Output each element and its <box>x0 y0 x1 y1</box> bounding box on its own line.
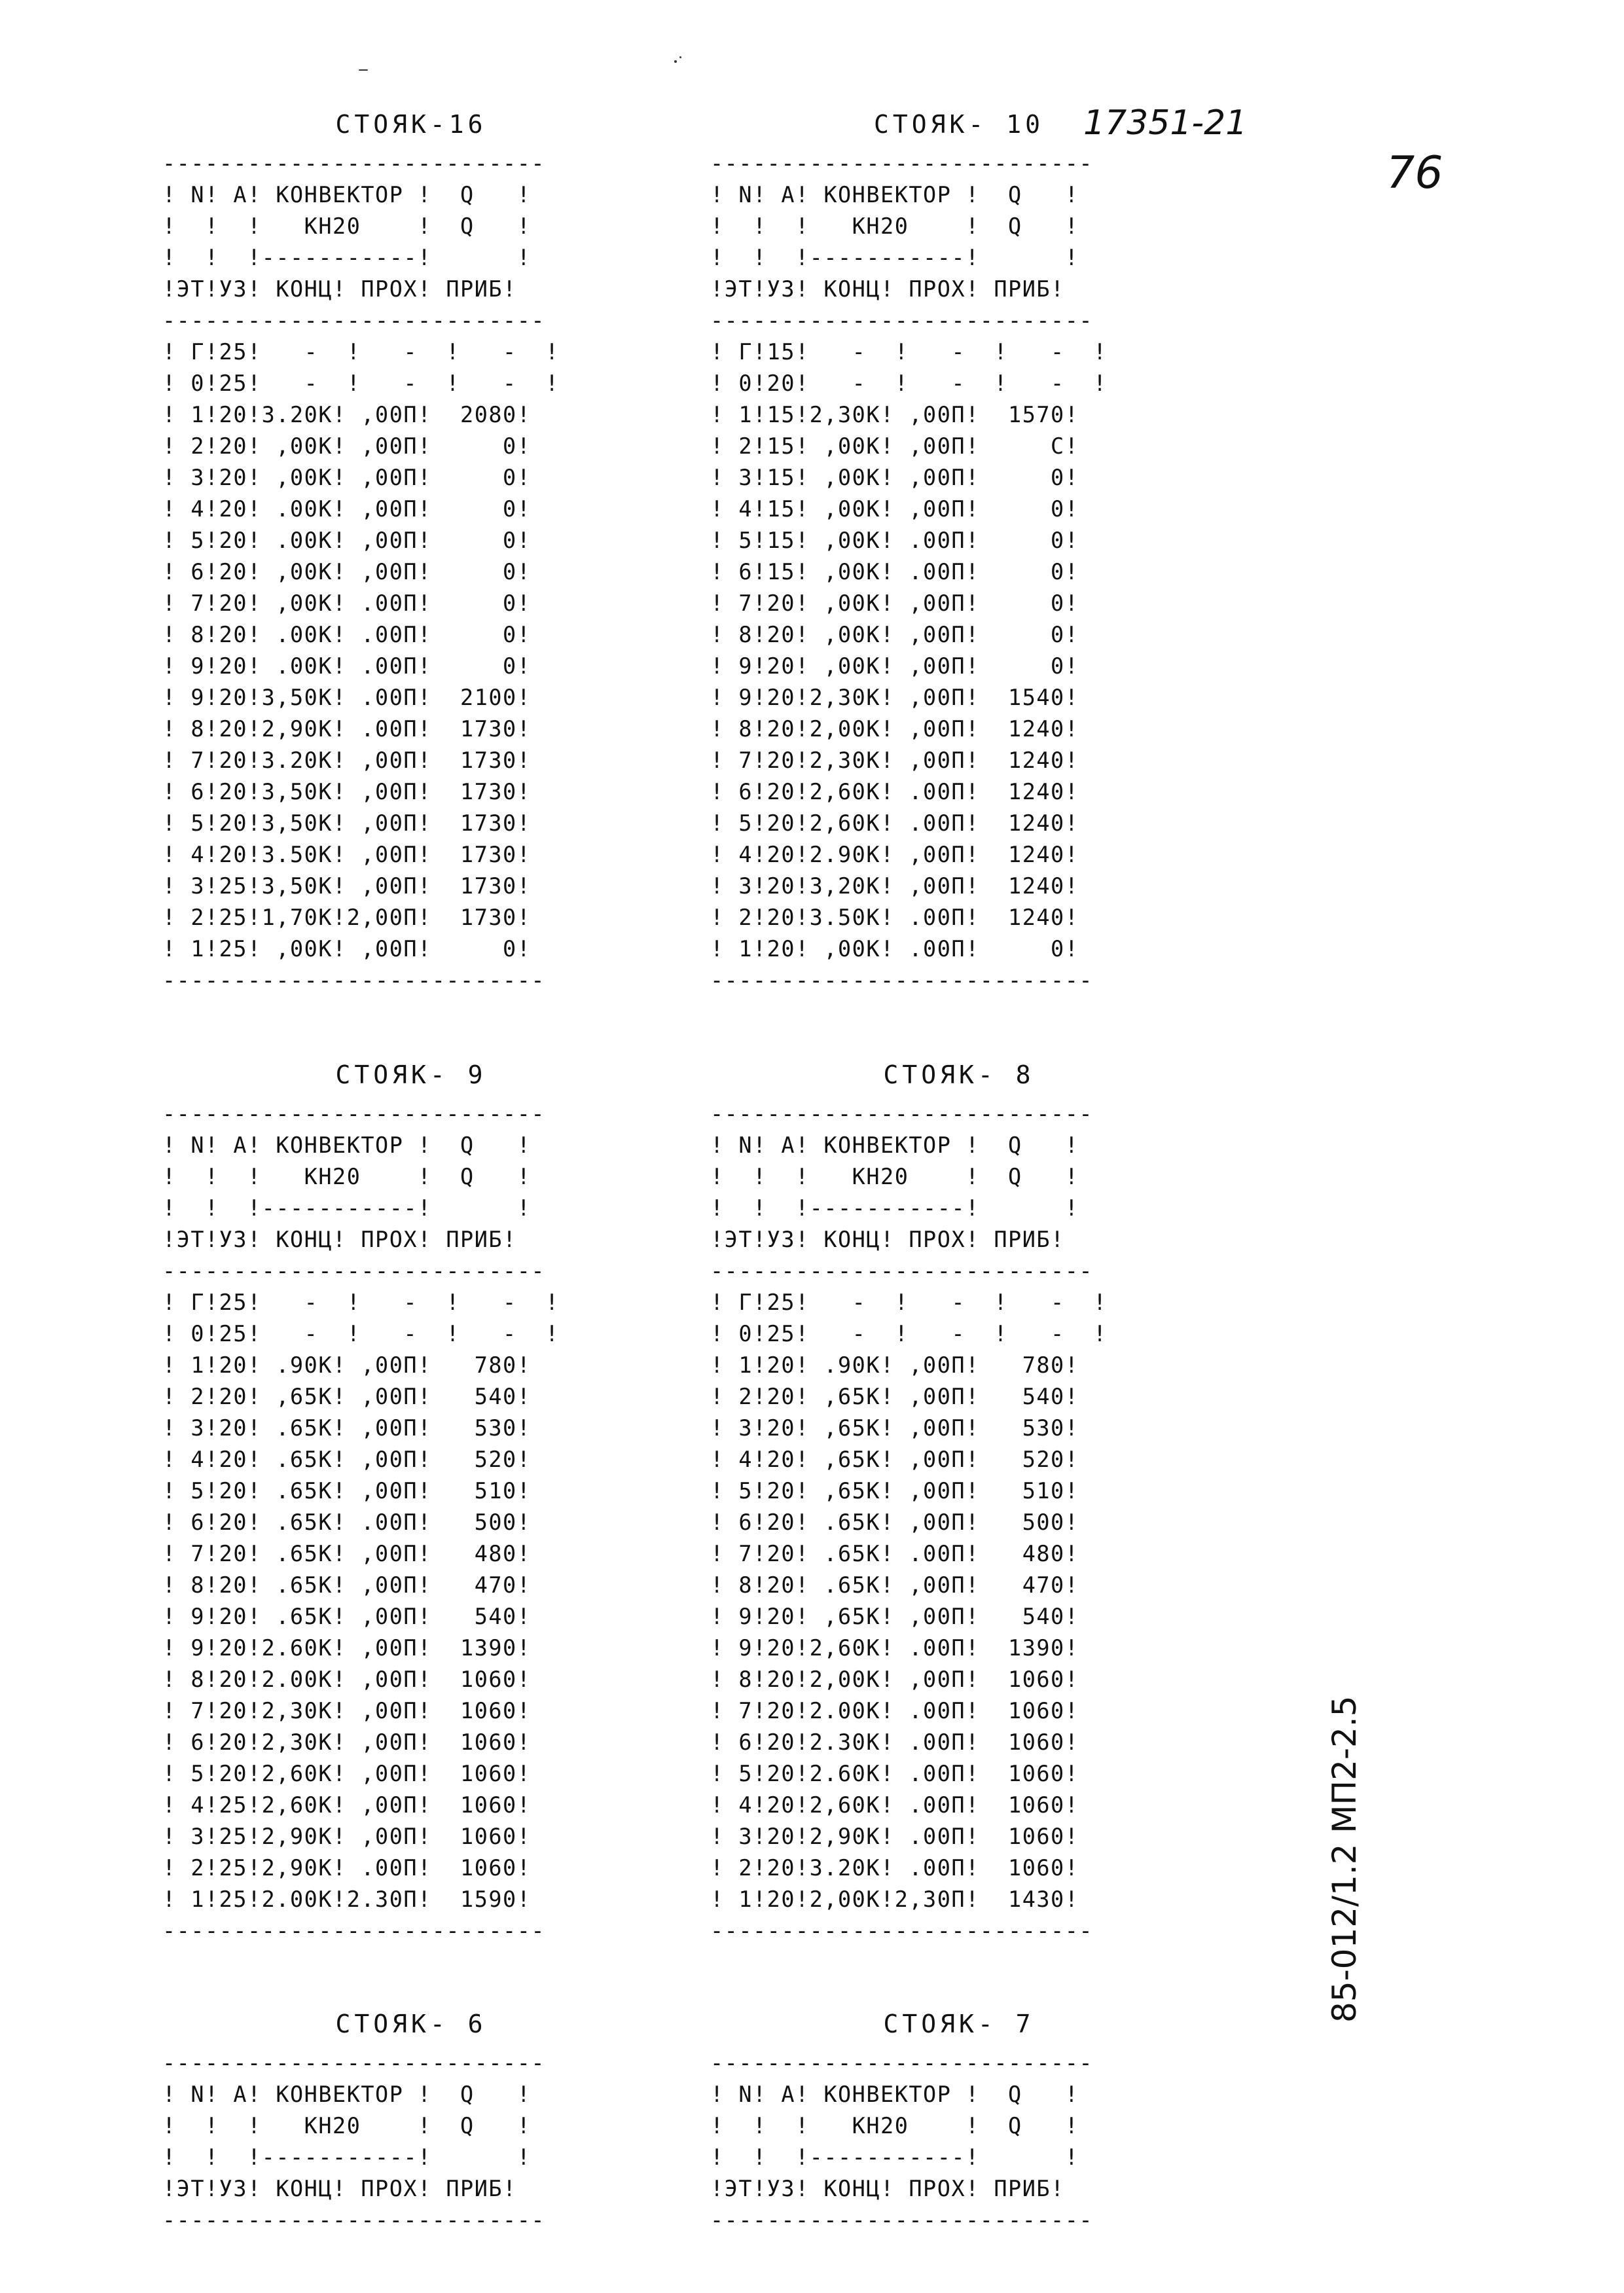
table-row: ! 2!20! ,65К! ,00П! 540! <box>710 1384 1079 1409</box>
table-row: ! 7!20!2,30К! ,00П! 1240! <box>710 748 1079 773</box>
table-row: ! 1!20! .90К! ,00П! 780! <box>710 1352 1079 1378</box>
table-row: ! 2!20!3.50К! .00П! 1240! <box>710 905 1079 930</box>
table-rule: --------------------------- <box>710 1918 1094 1943</box>
table-row: ! 1!20!2,00К!2,30П! 1430! <box>710 1887 1079 1912</box>
table-row: ! 1!25!2.00К!2.30П! 1590! <box>162 1887 532 1912</box>
table-header-line: ! ! !-----------! ! <box>162 2144 532 2170</box>
table-rule: --------------------------- <box>710 1101 1094 1127</box>
table-header-line: !ЭТ!УЗ! КОНЦ! ПРОХ! ПРИБ! <box>162 276 517 302</box>
table-rule: --------------------------- <box>710 308 1094 333</box>
page-number: 76 <box>1386 147 1443 199</box>
table-header-line: ! ! ! КН20 ! Q ! <box>710 2113 1079 2139</box>
table-rule: --------------------------- <box>710 151 1094 176</box>
table-body <box>162 1098 660 1947</box>
table-row: ! 0!25! - ! - ! - ! <box>710 1321 1108 1346</box>
table-row: ! 8!20! .65К! ,00П! 470! <box>710 1572 1079 1598</box>
table-row: ! 2!25!1,70К!2,00П! 1730! <box>162 905 532 930</box>
table-row: ! 6!20! .65К! .00П! 500! <box>162 1509 532 1535</box>
table-body <box>710 148 1208 996</box>
table-row: ! 4!20! .00К! ,00П! 0! <box>162 496 532 522</box>
table-row: ! 9!20!2,30К! ,00П! 1540! <box>710 685 1079 710</box>
table-row: ! 8!20! .00К! .00П! 0! <box>162 622 532 647</box>
table-row: ! 1!15!2,30К! ,00П! 1570! <box>710 402 1079 427</box>
table-row: ! 9!20!3,50К! .00П! 2100! <box>162 685 532 710</box>
table-row: ! 2!25!2,90К! .00П! 1060! <box>162 1855 532 1881</box>
table-row: ! 3!20! ,00К! ,00П! 0! <box>162 465 532 490</box>
table-row: ! 5!20! ,65К! ,00П! 510! <box>710 1478 1079 1504</box>
table-rule: --------------------------- <box>162 1258 546 1284</box>
table-header-line: !ЭТ!УЗ! КОНЦ! ПРОХ! ПРИБ! <box>162 2176 517 2201</box>
table-row: ! 3!20!2,90К! .00П! 1060! <box>710 1824 1079 1849</box>
table-header-line: ! N! А! КОНВЕКТОР ! Q ! <box>710 1132 1079 1158</box>
table-header-line: ! N! А! КОНВЕКТОР ! Q ! <box>162 1132 532 1158</box>
table-row: ! 3!15! ,00К! ,00П! 0! <box>710 465 1079 490</box>
table-body <box>710 1098 1208 1947</box>
table-rule: --------------------------- <box>162 1918 546 1943</box>
table-row: ! 4!20!2.90К! ,00П! 1240! <box>710 842 1079 867</box>
table-rule: --------------------------- <box>162 308 546 333</box>
table-row: ! 9!20!2.60К! ,00П! 1390! <box>162 1635 532 1661</box>
table-row: ! 0!25! - ! - ! - ! <box>162 1321 560 1346</box>
table-row: ! 5!20! .65К! ,00П! 510! <box>162 1478 532 1504</box>
table-rule: --------------------------- <box>710 2050 1094 2076</box>
table-row: ! Г!15! - ! - ! - ! <box>710 339 1108 365</box>
table-row: ! 6!20!2,60К! .00П! 1240! <box>710 779 1079 804</box>
table-row: ! 6!20! ,00К! ,00П! 0! <box>162 559 532 585</box>
table-row: ! 4!20!2,60К! .00П! 1060! <box>710 1792 1079 1818</box>
scan-speck <box>679 56 681 58</box>
table-row: ! 1!20! .90К! ,00П! 780! <box>162 1352 532 1378</box>
table-title: СТОЯК- 8 <box>883 1060 1035 1089</box>
table-row: ! 4!20! .65К! ,00П! 520! <box>162 1447 532 1472</box>
table-header-line: ! ! ! КН20 ! Q ! <box>710 213 1079 239</box>
table-row: ! 8!20!2,00К! ,00П! 1240! <box>710 716 1079 742</box>
table-header-line: !ЭТ!УЗ! КОНЦ! ПРОХ! ПРИБ! <box>162 1227 517 1252</box>
scan-speck <box>674 60 677 63</box>
table-row: ! 5!20!2,60К! ,00П! 1060! <box>162 1761 532 1786</box>
table-row: ! 6!20!2,30К! ,00П! 1060! <box>162 1729 532 1755</box>
table-header-line: ! ! !-----------! ! <box>710 1195 1079 1221</box>
table-header-line: ! ! !-----------! ! <box>710 2144 1079 2170</box>
table-row: ! 3!25!2,90К! ,00П! 1060! <box>162 1824 532 1849</box>
table-rule: --------------------------- <box>162 151 546 176</box>
table-row: ! 1!20! ,00К! .00П! 0! <box>710 936 1079 962</box>
table-row: ! 9!20! .65К! ,00П! 540! <box>162 1604 532 1629</box>
table-row: ! 7!20!3.20К! ,00П! 1730! <box>162 748 532 773</box>
table-body <box>162 2048 660 2236</box>
table-row: ! 7!20!2,30К! ,00П! 1060! <box>162 1698 532 1724</box>
table-row: ! 9!20! ,00К! ,00П! 0! <box>710 653 1079 679</box>
table-row: ! 9!20! .00К! .00П! 0! <box>162 653 532 679</box>
table-row: ! 9!20!2,60К! .00П! 1390! <box>710 1635 1079 1661</box>
table-header-line: ! N! А! КОНВЕКТОР ! Q ! <box>162 2082 532 2107</box>
table-row: ! 3!20!3,20К! ,00П! 1240! <box>710 873 1079 899</box>
table-row: ! 8!20!2.00К! ,00П! 1060! <box>162 1667 532 1692</box>
table-row: ! 2!20! ,65К! ,00П! 540! <box>162 1384 532 1409</box>
table-header-line: ! ! ! КН20 ! Q ! <box>710 1164 1079 1189</box>
table-row: ! 3!20! ,65К! ,00П! 530! <box>710 1415 1079 1441</box>
table-rule: --------------------------- <box>710 2207 1094 2233</box>
table-title: СТОЯК- 7 <box>883 2010 1035 2038</box>
scan-speck <box>359 69 368 71</box>
table-row: ! 9!20! ,65К! ,00П! 540! <box>710 1604 1079 1629</box>
table-title: СТОЯК- 6 <box>335 2010 487 2038</box>
table-row: ! Г!25! - ! - ! - ! <box>162 1290 560 1315</box>
table-row: ! 5!20!3,50К! ,00П! 1730! <box>162 810 532 836</box>
table-header-line: ! ! ! КН20 ! Q ! <box>162 2113 532 2139</box>
table-header-line: ! N! А! КОНВЕКТОР ! Q ! <box>710 182 1079 208</box>
table-rule: --------------------------- <box>710 1258 1094 1284</box>
table-row: ! 1!25! ,00К! ,00П! 0! <box>162 936 532 962</box>
table-row: ! 3!25!3,50К! ,00П! 1730! <box>162 873 532 899</box>
table-title: СТОЯК- 9 <box>335 1060 487 1089</box>
table-row: ! 4!20!3.50К! ,00П! 1730! <box>162 842 532 867</box>
handwritten-note: 17351-21 <box>1083 103 1248 143</box>
table-row: ! 6!20!2.30К! .00П! 1060! <box>710 1729 1079 1755</box>
table-header-line: ! N! А! КОНВЕКТОР ! Q ! <box>162 182 532 208</box>
table-row: ! 5!15! ,00К! .00П! 0! <box>710 528 1079 553</box>
table-title: СТОЯК- 10 <box>874 110 1044 139</box>
table-rule: --------------------------- <box>162 2050 546 2076</box>
table-row: ! 4!20! ,65К! ,00П! 520! <box>710 1447 1079 1472</box>
table-row: ! 8!20!2,00К! ,00П! 1060! <box>710 1667 1079 1692</box>
table-row: ! 8!20!2,90К! .00П! 1730! <box>162 716 532 742</box>
table-row: ! 7!20! .65К! .00П! 480! <box>710 1541 1079 1566</box>
table-row: ! 5!20!2,60К! .00П! 1240! <box>710 810 1079 836</box>
table-row: ! 4!25!2,60К! ,00П! 1060! <box>162 1792 532 1818</box>
table-rule: --------------------------- <box>162 2207 546 2233</box>
table-row: ! Г!25! - ! - ! - ! <box>710 1290 1108 1315</box>
table-row: ! 5!20!2.60К! .00П! 1060! <box>710 1761 1079 1786</box>
table-rule: --------------------------- <box>162 967 546 993</box>
table-header-line: ! ! !-----------! ! <box>710 245 1079 270</box>
table-row: ! 0!20! - ! - ! - ! <box>710 370 1108 396</box>
table-row: ! 3!20! .65К! ,00П! 530! <box>162 1415 532 1441</box>
table-row: ! 4!15! ,00К! ,00П! 0! <box>710 496 1079 522</box>
table-header-line: ! ! !-----------! ! <box>162 1195 532 1221</box>
table-row: ! Г!25! - ! - ! - ! <box>162 339 560 365</box>
table-body <box>710 2048 1208 2236</box>
table-row: ! 2!20! ,00К! ,00П! 0! <box>162 433 532 459</box>
table-row: ! 5!20! .00К! ,00П! 0! <box>162 528 532 553</box>
table-row: ! 6!20! .65К! ,00П! 500! <box>710 1509 1079 1535</box>
table-row: ! 7!20!2.00К! .00П! 1060! <box>710 1698 1079 1724</box>
table-title: СТОЯК-16 <box>335 110 487 139</box>
table-row: ! 7!20! ,00К! .00П! 0! <box>162 590 532 616</box>
table-rule: --------------------------- <box>162 1101 546 1127</box>
table-row: ! 2!15! ,00К! ,00П! С! <box>710 433 1079 459</box>
side-document-code: 85-012/1.2 МП2-2.5 <box>1326 1695 1363 2023</box>
table-row: ! 6!20!3,50К! ,00П! 1730! <box>162 779 532 804</box>
table-header-line: !ЭТ!УЗ! КОНЦ! ПРОХ! ПРИБ! <box>710 1227 1065 1252</box>
table-row: ! 0!25! - ! - ! - ! <box>162 370 560 396</box>
table-header-line: !ЭТ!УЗ! КОНЦ! ПРОХ! ПРИБ! <box>710 2176 1065 2201</box>
table-header-line: ! N! А! КОНВЕКТОР ! Q ! <box>710 2082 1079 2107</box>
table-row: ! 6!15! ,00К! .00П! 0! <box>710 559 1079 585</box>
table-row: ! 8!20! .65К! ,00П! 470! <box>162 1572 532 1598</box>
table-body <box>162 148 660 996</box>
table-row: ! 7!20! .65К! ,00П! 480! <box>162 1541 532 1566</box>
table-row: ! 1!20!3.20К! ,00П! 2080! <box>162 402 532 427</box>
table-header-line: !ЭТ!УЗ! КОНЦ! ПРОХ! ПРИБ! <box>710 276 1065 302</box>
table-header-line: ! ! ! КН20 ! Q ! <box>162 1164 532 1189</box>
table-header-line: ! ! !-----------! ! <box>162 245 532 270</box>
table-rule: --------------------------- <box>710 967 1094 993</box>
table-header-line: ! ! ! КН20 ! Q ! <box>162 213 532 239</box>
table-row: ! 7!20! ,00К! ,00П! 0! <box>710 590 1079 616</box>
table-row: ! 2!20!3.20К! .00П! 1060! <box>710 1855 1079 1881</box>
table-row: ! 8!20! ,00К! ,00П! 0! <box>710 622 1079 647</box>
